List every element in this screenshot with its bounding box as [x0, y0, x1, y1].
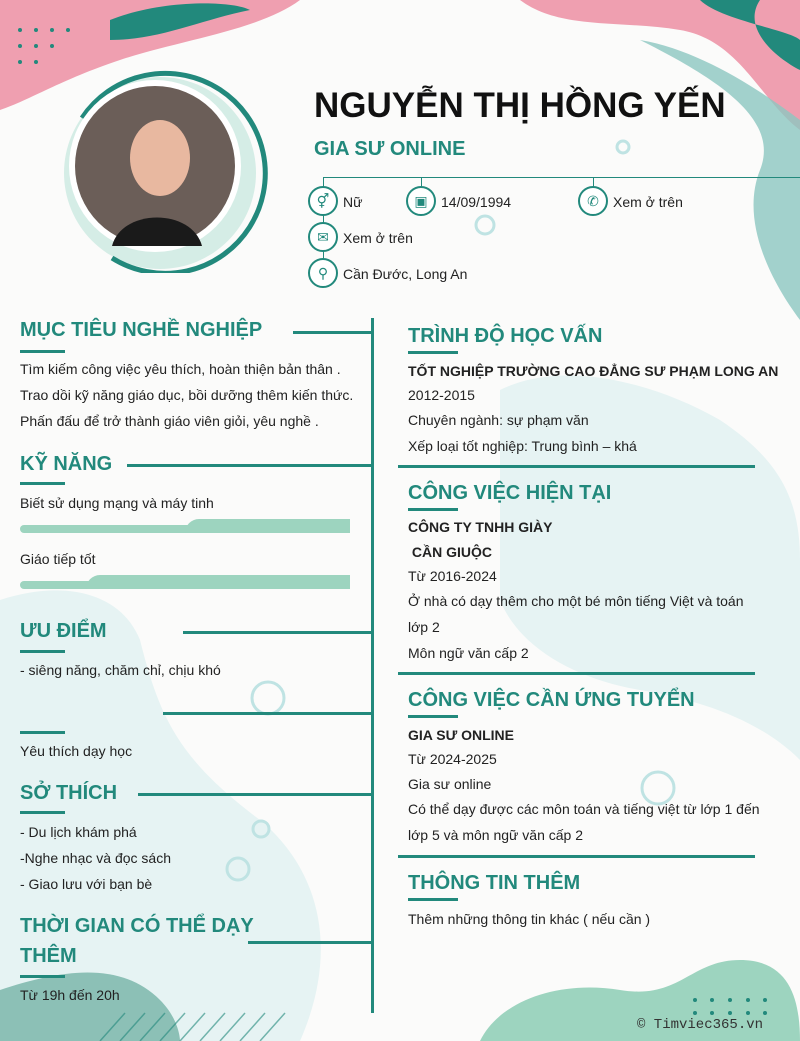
- education-heading: TRÌNH ĐỘ HỌC VẤN: [408, 325, 603, 347]
- profile-photo: [52, 58, 272, 273]
- gender: Nữ: [343, 194, 363, 210]
- education-major: Chuyên ngành: sự phạm văn: [408, 412, 589, 428]
- hobby-item: - Du lịch khám phá: [20, 824, 137, 840]
- section-divider: [398, 672, 755, 675]
- birthday: 14/09/1994: [441, 194, 512, 210]
- heading-underline: [408, 351, 458, 354]
- current-job-period: Từ 2016-2024: [408, 568, 497, 584]
- divider: [127, 464, 372, 467]
- heading-underline: [20, 975, 65, 978]
- calendar-icon: ▣: [406, 186, 436, 216]
- current-job-desc: Ở nhà có dạy thêm cho một bé môn tiếng Việt và toán: [408, 593, 744, 609]
- availability-heading-cont: THÊM: [20, 945, 77, 967]
- skill-bar: [20, 581, 350, 589]
- current-job-desc: Môn ngữ văn cấp 2: [408, 645, 529, 661]
- education-years: 2012-2015: [408, 387, 475, 403]
- divider: [138, 793, 372, 796]
- heading-underline: [408, 898, 458, 901]
- strengths-extra: Yêu thích dạy học: [20, 743, 133, 759]
- heading-underline: [20, 650, 65, 653]
- phone: Xem ở trên: [613, 194, 683, 210]
- email: Xem ở trên: [343, 230, 413, 246]
- desired-period: Từ 2024-2025: [408, 751, 497, 767]
- current-job-desc: lớp 2: [408, 619, 440, 635]
- hobby-item: -Nghe nhạc và đọc sách: [20, 850, 171, 866]
- email-icon: ✉: [308, 222, 338, 252]
- skill-bar: [20, 525, 350, 533]
- gender-icon: ⚥: [308, 186, 338, 216]
- heading-underline: [20, 731, 65, 734]
- current-job-heading: CÔNG VIỆC HIỆN TẠI: [408, 482, 612, 504]
- divider: [183, 631, 372, 634]
- availability-text: Từ 19h đến 20h: [20, 987, 120, 1003]
- contact-divider: [323, 177, 800, 178]
- divider: [248, 941, 372, 944]
- divider: [293, 331, 372, 334]
- location-icon: ⚲: [308, 258, 338, 288]
- timeline-line: [371, 318, 374, 1013]
- desired-desc: Gia sư online: [408, 776, 492, 792]
- education-grade: Xếp loại tốt nghiệp: Trung bình – khá: [408, 438, 637, 454]
- phone-icon: ✆: [578, 186, 608, 216]
- skill-name: Biết sử dụng mạng và máy tinh: [20, 495, 214, 511]
- job-title: GIA SƯ ONLINE: [314, 138, 466, 160]
- heading-underline: [20, 811, 65, 814]
- heading-underline: [20, 350, 65, 353]
- desired-position: GIA SƯ ONLINE: [408, 727, 514, 743]
- skills-heading: KỸ NĂNG: [20, 453, 113, 475]
- divider: [163, 712, 372, 715]
- education-school: TỐT NGHIỆP TRƯỜNG CAO ĐẲNG SƯ PHẠM LONG AN: [408, 363, 779, 379]
- extra-text: Thêm những thông tin khác ( nếu cần ): [408, 911, 651, 927]
- heading-underline: [408, 508, 458, 511]
- desired-desc: Có thể dạy được các môn toán và tiếng việt từ lớp 1 đến: [408, 801, 760, 817]
- heading-underline: [408, 715, 458, 718]
- section-divider: [398, 855, 755, 858]
- hobby-item: - Giao lưu với bạn bè: [20, 876, 153, 892]
- objective-line: Trao dồi kỹ năng giáo dục, bồi dưỡng thêm kiến thức.: [20, 387, 354, 403]
- watermark: © Timviec365.vn: [637, 1017, 764, 1033]
- skill-name: Giáo tiếp tốt: [20, 551, 96, 567]
- company-name: CÔNG TY TNHH GIÀY: [408, 519, 553, 535]
- objective-heading: MỤC TIÊU NGHỀ NGHIỆP: [20, 319, 263, 341]
- candidate-name: NGUYỄN THỊ HỒNG YẾN: [314, 86, 726, 125]
- objective-line: Tìm kiếm công việc yêu thích, hoàn thiện bản thân .: [20, 361, 341, 377]
- address: Cần Đước, Long An: [343, 266, 468, 282]
- company-name-cont: CẦN GIUỘC: [408, 544, 492, 560]
- availability-heading: THỜI GIAN CÓ THỂ DẠY: [20, 915, 254, 937]
- extra-heading: THÔNG TIN THÊM: [408, 872, 581, 894]
- strengths-text: - siêng năng, chăm chỉ, chịu khó: [20, 662, 221, 678]
- strengths-heading: ƯU ĐIỂM: [20, 620, 107, 642]
- objective-line: Phấn đấu để trở thành giáo viên giỏi, yêu nghề .: [20, 413, 319, 429]
- hobbies-heading: SỞ THÍCH: [20, 782, 118, 804]
- desired-job-heading: CÔNG VIỆC CẦN ỨNG TUYỂN: [408, 689, 695, 711]
- section-divider: [398, 465, 755, 468]
- desired-desc: lớp 5 và môn ngữ văn cấp 2: [408, 827, 583, 843]
- heading-underline: [20, 482, 65, 485]
